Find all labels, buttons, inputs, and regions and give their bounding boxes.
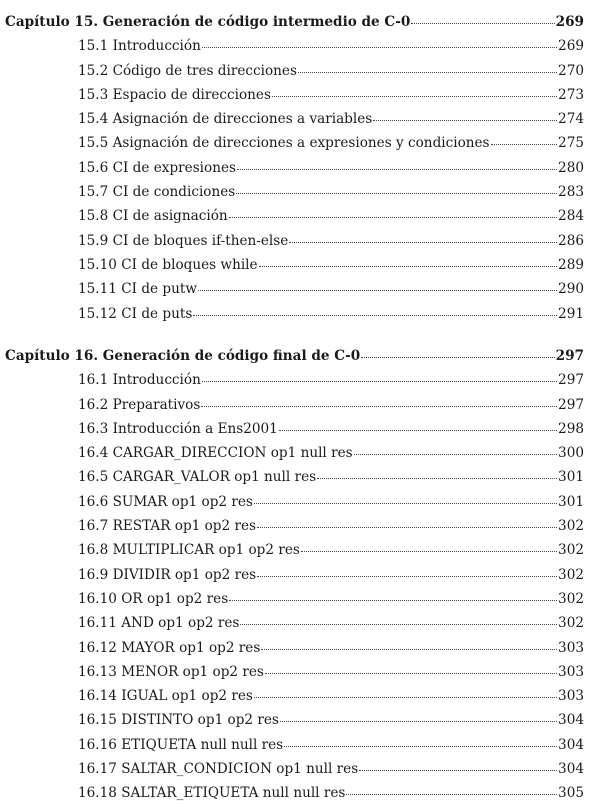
entry-title: 15.5 Asignación de direcciones a expresiones y condiciones bbox=[78, 135, 490, 152]
entry-title: 16.15 DISTINTO op1 op2 res bbox=[78, 712, 279, 729]
toc-entry bbox=[0, 368, 600, 392]
dot-leader bbox=[298, 60, 557, 73]
toc-entry bbox=[0, 708, 600, 732]
dot-leader bbox=[491, 132, 558, 145]
entry-page-number: 302 bbox=[558, 542, 584, 559]
entry-title: 15.10 CI de bloques while bbox=[78, 256, 258, 273]
entry-page-number: 302 bbox=[558, 518, 584, 535]
toc-entry bbox=[0, 538, 600, 562]
entry-title: 16.18 SALTAR_ETIQUETA null null res bbox=[78, 785, 346, 802]
entry-page-number: 301 bbox=[558, 493, 584, 510]
entry-title: 16.3 Introducción a Ens2001 bbox=[78, 420, 278, 437]
entry-page-number: 298 bbox=[558, 420, 584, 437]
entry-title: 15.8 CI de asignación bbox=[78, 208, 228, 225]
dot-leader bbox=[361, 345, 554, 358]
dot-leader bbox=[202, 369, 557, 382]
dot-leader bbox=[202, 35, 557, 48]
chapter-16-section bbox=[0, 344, 600, 806]
toc-entry bbox=[0, 59, 600, 83]
entry-title: 15.12 CI de puts bbox=[78, 305, 193, 322]
toc-entry bbox=[0, 229, 600, 253]
dot-leader bbox=[411, 11, 554, 24]
entry-title: 16.11 AND op1 op2 res bbox=[78, 615, 240, 632]
entry-page-number: 283 bbox=[558, 184, 584, 201]
dot-leader bbox=[261, 637, 557, 650]
dot-leader bbox=[193, 303, 557, 316]
entry-page-number: 270 bbox=[558, 62, 584, 79]
dot-leader bbox=[237, 157, 557, 170]
chapter-title: Capítulo 16. Generación de código final de C-0 bbox=[5, 348, 361, 364]
entry-page-number: 303 bbox=[558, 663, 584, 680]
dot-leader bbox=[265, 661, 557, 674]
chapter-page-number: 269 bbox=[555, 14, 584, 30]
entry-title: 16.10 OR op1 op2 res bbox=[78, 590, 229, 607]
entry-title: 16.14 IGUAL op1 op2 res bbox=[78, 688, 253, 705]
toc-entry bbox=[0, 611, 600, 635]
entry-title: 15.7 CI de condiciones bbox=[78, 184, 236, 201]
entry-title: 16.7 RESTAR op1 op2 res bbox=[78, 518, 256, 535]
dot-leader bbox=[259, 254, 557, 267]
chapter-title: Capítulo 15. Generación de código intermedio de C-0 bbox=[5, 14, 411, 30]
toc-entry bbox=[0, 781, 600, 805]
entry-page-number: 302 bbox=[558, 615, 584, 632]
toc-entry bbox=[0, 417, 600, 441]
dot-leader bbox=[301, 539, 557, 552]
toc-entry bbox=[0, 684, 600, 708]
dot-leader bbox=[201, 394, 557, 407]
toc-entry bbox=[0, 490, 600, 514]
entry-page-number: 284 bbox=[558, 208, 584, 225]
dot-leader bbox=[354, 442, 557, 455]
toc-entry bbox=[0, 107, 600, 131]
dot-leader bbox=[280, 709, 557, 722]
entry-page-number: 297 bbox=[558, 396, 584, 413]
dot-leader bbox=[229, 205, 557, 218]
toc-entry bbox=[0, 465, 600, 489]
entry-title: 15.9 CI de bloques if-then-else bbox=[78, 232, 289, 249]
entry-page-number: 291 bbox=[558, 305, 584, 322]
entry-page-number: 280 bbox=[558, 159, 584, 176]
chapter-heading bbox=[0, 344, 600, 368]
dot-leader bbox=[254, 491, 557, 504]
entry-page-number: 289 bbox=[558, 256, 584, 273]
entry-page-number: 275 bbox=[558, 135, 584, 152]
toc-entry bbox=[0, 587, 600, 611]
dot-leader bbox=[289, 230, 557, 243]
entry-page-number: 302 bbox=[558, 590, 584, 607]
entry-title: 15.6 CI de expresiones bbox=[78, 159, 236, 176]
entry-page-number: 290 bbox=[558, 281, 584, 298]
entry-title: 16.9 DIVIDIR op1 op2 res bbox=[78, 566, 257, 583]
entry-page-number: 303 bbox=[558, 688, 584, 705]
dot-leader bbox=[272, 84, 557, 97]
dot-leader bbox=[236, 181, 557, 194]
toc-entry bbox=[0, 83, 600, 107]
dot-leader bbox=[254, 685, 557, 698]
toc-entry bbox=[0, 277, 600, 301]
entry-page-number: 302 bbox=[558, 566, 584, 583]
entry-title: 16.17 SALTAR_CONDICION op1 null res bbox=[78, 761, 359, 778]
dot-leader bbox=[198, 278, 557, 291]
dot-leader bbox=[284, 734, 557, 747]
toc-entry bbox=[0, 180, 600, 204]
dot-leader bbox=[257, 515, 557, 528]
dot-leader bbox=[257, 564, 557, 577]
entry-page-number: 269 bbox=[558, 38, 584, 55]
entry-title: 16.6 SUMAR op1 op2 res bbox=[78, 493, 253, 510]
toc-entry bbox=[0, 204, 600, 228]
entry-page-number: 297 bbox=[558, 372, 584, 389]
entry-title: 16.16 ETIQUETA null null res bbox=[78, 736, 284, 753]
toc-entry bbox=[0, 563, 600, 587]
toc-entry bbox=[0, 302, 600, 326]
entry-title: 15.4 Asignación de direcciones a variables bbox=[78, 111, 373, 128]
entry-title: 15.2 Código de tres direcciones bbox=[78, 62, 297, 79]
toc-entry bbox=[0, 733, 600, 757]
entry-title: 15.1 Introducción bbox=[78, 38, 201, 55]
toc-entry bbox=[0, 156, 600, 180]
toc-entry bbox=[0, 34, 600, 58]
entry-page-number: 286 bbox=[558, 232, 584, 249]
entry-title: 16.8 MULTIPLICAR op1 op2 res bbox=[78, 542, 300, 559]
dot-leader bbox=[373, 108, 557, 121]
entry-page-number: 301 bbox=[558, 469, 584, 486]
entry-title: 15.11 CI de putw bbox=[78, 281, 197, 298]
dot-leader bbox=[279, 418, 557, 431]
toc-entry bbox=[0, 660, 600, 684]
chapter-15-section bbox=[0, 10, 600, 326]
toc-entry bbox=[0, 393, 600, 417]
entry-page-number: 303 bbox=[558, 639, 584, 656]
entry-page-number: 300 bbox=[558, 445, 584, 462]
entry-page-number: 305 bbox=[558, 785, 584, 802]
toc-entry bbox=[0, 514, 600, 538]
entry-page-number: 304 bbox=[558, 736, 584, 753]
dot-leader bbox=[346, 782, 557, 795]
entry-title: 16.1 Introducción bbox=[78, 372, 201, 389]
toc-entry bbox=[0, 441, 600, 465]
toc-entry bbox=[0, 757, 600, 781]
entry-page-number: 304 bbox=[558, 761, 584, 778]
toc-entry bbox=[0, 253, 600, 277]
entry-title: 16.13 MENOR op1 op2 res bbox=[78, 663, 264, 680]
chapter-page-number: 297 bbox=[555, 348, 584, 364]
toc-entry bbox=[0, 636, 600, 660]
entry-title: 16.5 CARGAR_VALOR op1 null res bbox=[78, 469, 317, 486]
entry-title: 15.3 Espacio de direcciones bbox=[78, 86, 271, 103]
entry-page-number: 273 bbox=[558, 86, 584, 103]
dot-leader bbox=[240, 612, 557, 625]
entry-title: 16.2 Preparativos bbox=[78, 396, 201, 413]
entry-title: 16.4 CARGAR_DIRECCION op1 null res bbox=[78, 445, 353, 462]
entry-title: 16.12 MAYOR op1 op2 res bbox=[78, 639, 261, 656]
chapter-heading bbox=[0, 10, 600, 34]
dot-leader bbox=[317, 466, 557, 479]
entry-page-number: 304 bbox=[558, 712, 584, 729]
entry-page-number: 274 bbox=[558, 111, 584, 128]
dot-leader bbox=[229, 588, 557, 601]
dot-leader bbox=[359, 758, 557, 771]
toc-entry bbox=[0, 131, 600, 155]
